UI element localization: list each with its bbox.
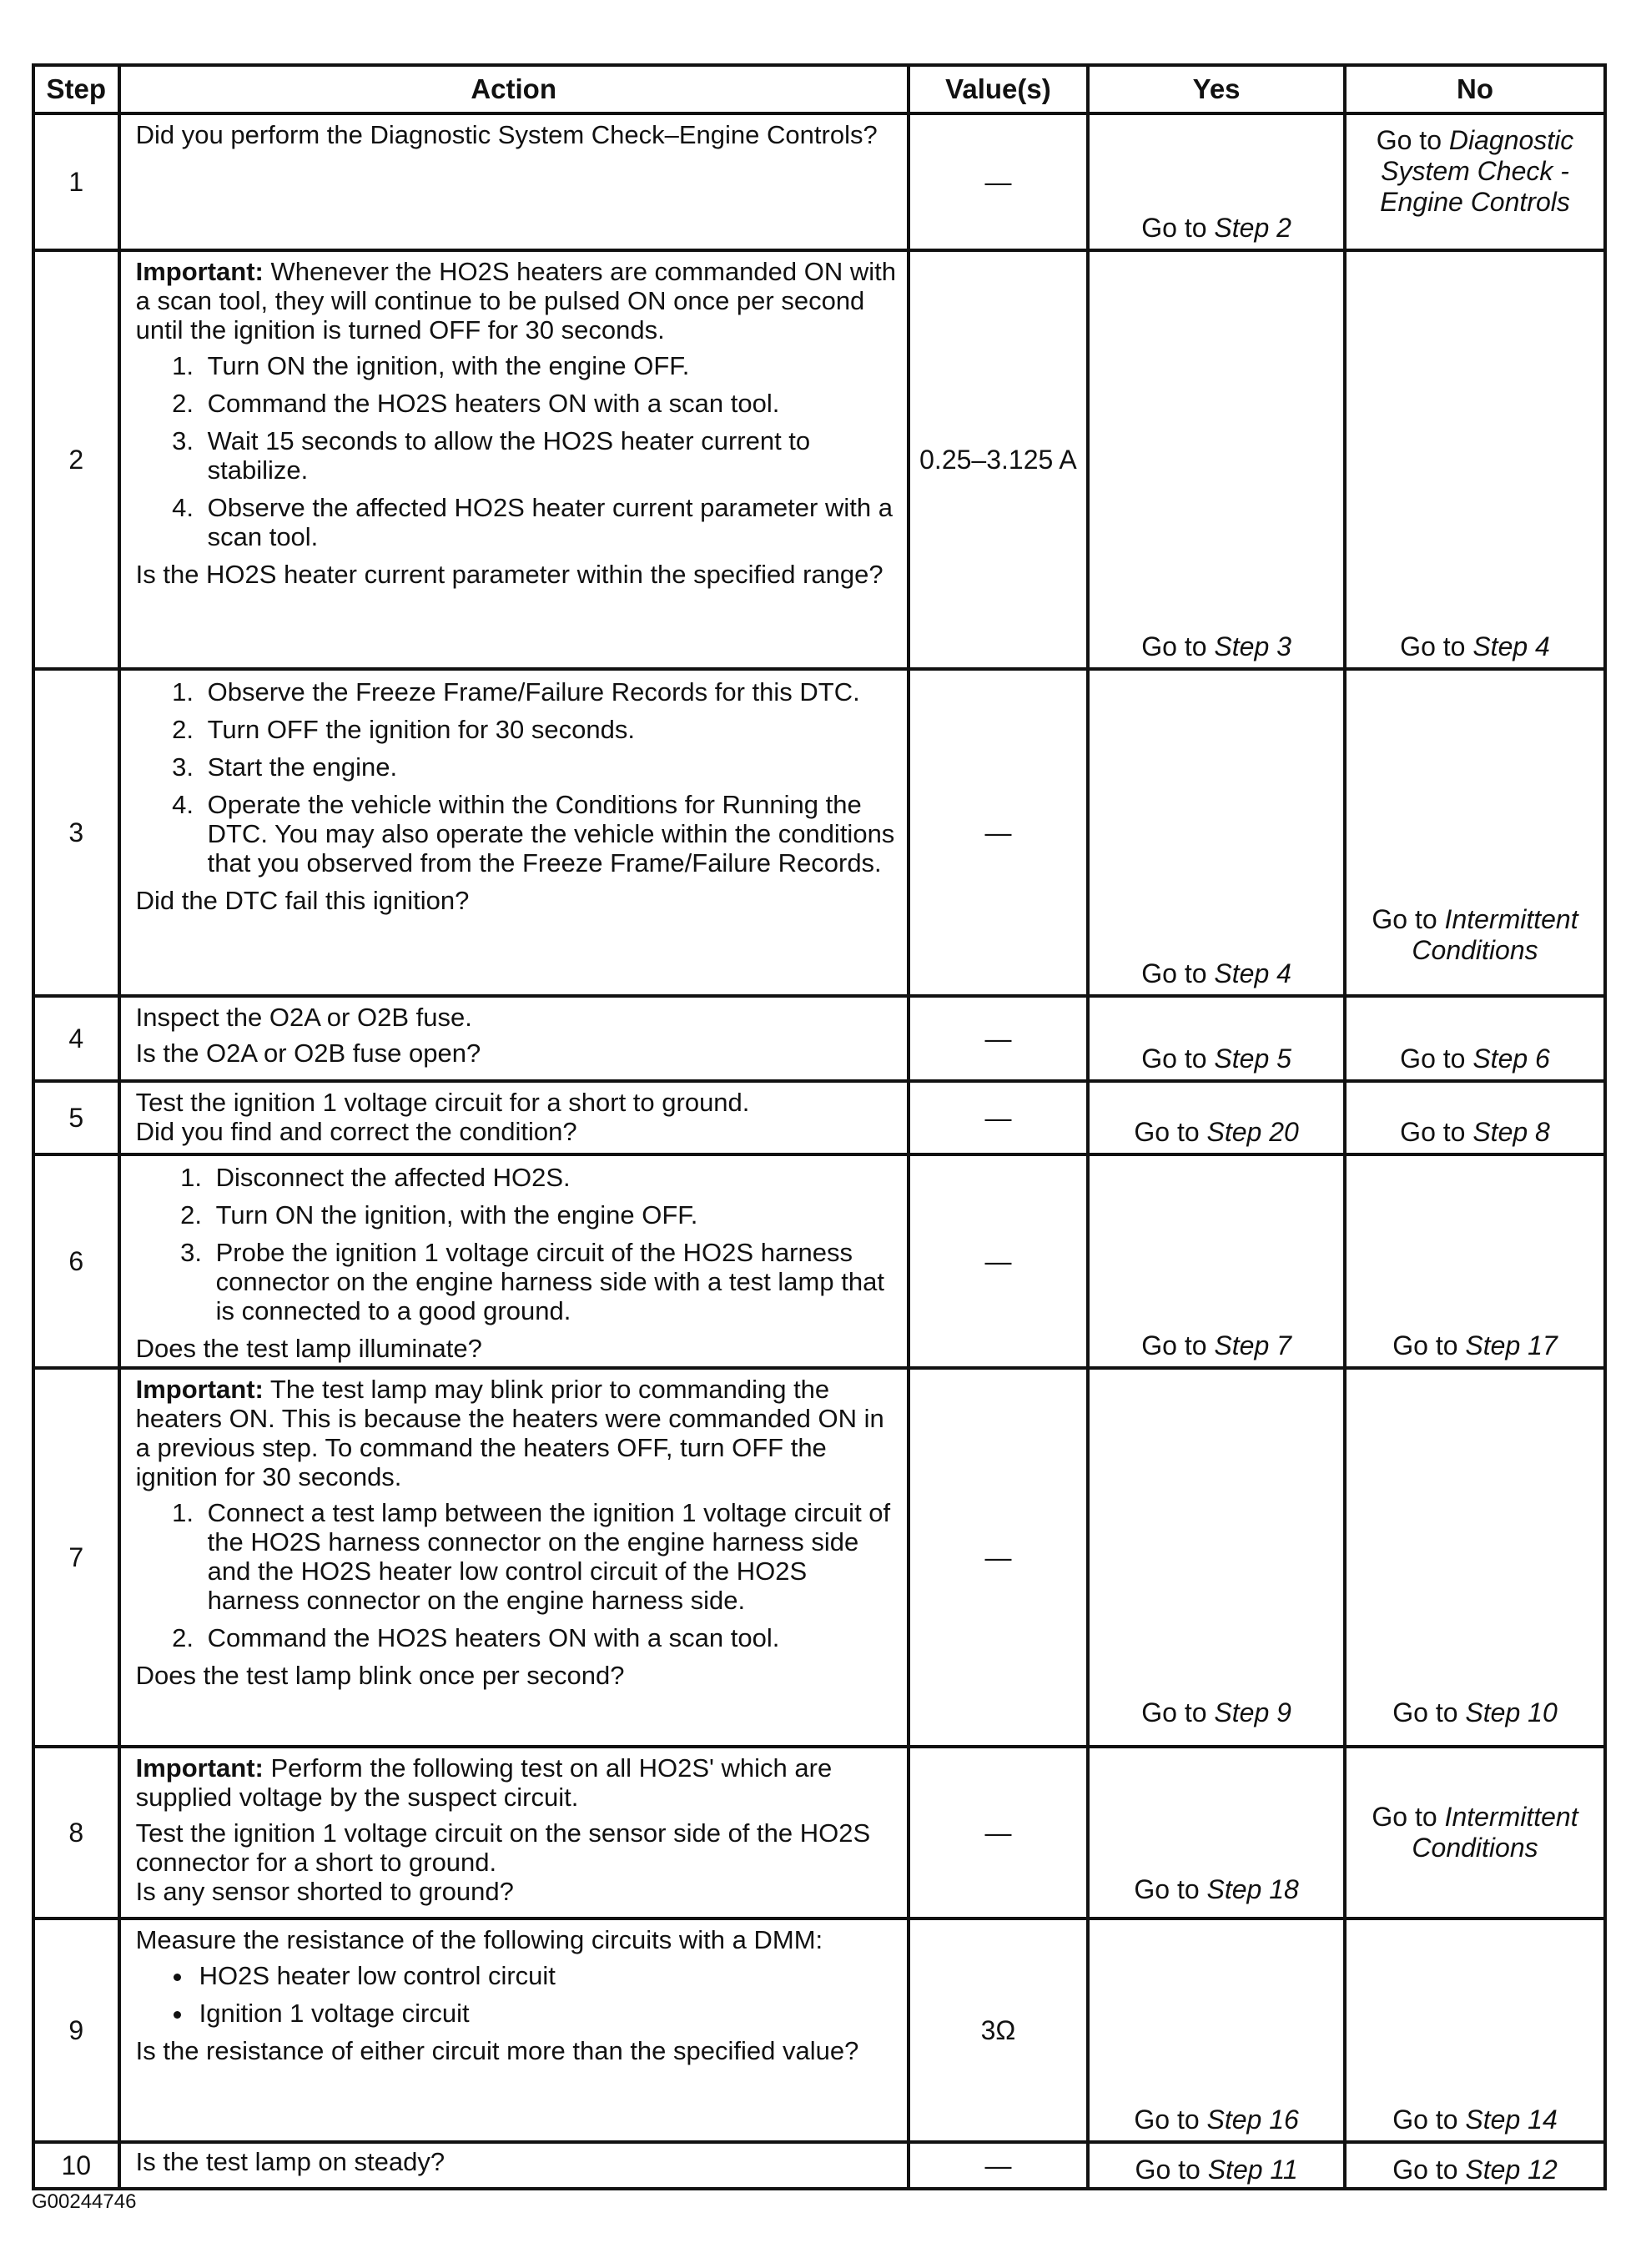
- yes-goto: Go to Step 9: [1141, 1697, 1291, 1727]
- no-cell: [1345, 1747, 1605, 1918]
- table-row: [33, 1747, 1605, 1918]
- yes-link[interactable]: Step 16: [1206, 2105, 1299, 2135]
- list-item: 3. Start the engine.: [201, 752, 900, 782]
- yes-goto: Go to Step 18: [1134, 1874, 1299, 1904]
- step-number: 4: [33, 996, 119, 1081]
- important-label: Important:: [135, 1375, 264, 1404]
- diagnostic-table: [32, 63, 1607, 2190]
- action-cell: [119, 1368, 909, 1747]
- action-question: Is any sensor shorted to ground?: [135, 1877, 514, 1906]
- list-item: 2. Turn OFF the ignition for 30 seconds.: [201, 715, 900, 744]
- action-text: Inspect the O2A or O2B fuse.: [135, 1003, 472, 1032]
- list-item: 2. Turn ON the ignition, with the engine OFF.: [209, 1200, 900, 1230]
- list-item: 3. Probe the ignition 1 voltage circuit of the HO2S harness connector on the engine harness side with a test lamp that is connected to a good ground.: [209, 1238, 900, 1325]
- step-number: 2: [33, 250, 119, 669]
- list-item: 3. Wait 15 seconds to allow the HO2S heater current to stabilize.: [201, 426, 900, 485]
- step-list: [136, 677, 900, 878]
- yes-link[interactable]: Step 2: [1214, 213, 1291, 243]
- no-cell: [1345, 1154, 1605, 1368]
- yes-goto: Go to Step 4: [1141, 958, 1291, 988]
- action-cell: [119, 1747, 909, 1918]
- step-list: [136, 351, 900, 551]
- step-number: 5: [33, 1081, 119, 1154]
- yes-link[interactable]: Step 4: [1214, 958, 1291, 988]
- action-question: Is the HO2S heater current parameter within the specified range?: [135, 560, 883, 589]
- table-row: [33, 1081, 1605, 1154]
- yes-link[interactable]: Step 11: [1207, 2155, 1298, 2185]
- no-link[interactable]: Intermittent Conditions: [1412, 1802, 1578, 1863]
- no-link[interactable]: Step 14: [1465, 2105, 1558, 2135]
- no-cell: [1345, 250, 1605, 669]
- yes-cell: [1088, 1081, 1345, 1154]
- yes-cell: [1088, 996, 1345, 1081]
- no-link[interactable]: Step 8: [1472, 1117, 1550, 1147]
- action-text: Test the ignition 1 voltage circuit on the sensor side of the HO2S connector for a short to ground.: [135, 1818, 871, 1877]
- no-goto: Go to Intermittent Conditions: [1372, 1802, 1578, 1863]
- yes-cell: [1088, 1918, 1345, 2142]
- yes-cell: [1088, 669, 1345, 996]
- list-item: 1. Disconnect the affected HO2S.: [209, 1163, 900, 1192]
- no-link[interactable]: Diagnostic System Check - Engine Controls: [1380, 125, 1574, 217]
- action-cell: [119, 1918, 909, 2142]
- table-row: [33, 1368, 1605, 1747]
- no-goto: Go to Step 12: [1392, 2155, 1558, 2185]
- no-cell: [1345, 1081, 1605, 1154]
- value-cell: —: [909, 1747, 1088, 1918]
- no-goto: Go to Step 14: [1392, 2105, 1558, 2135]
- list-item: 1. Connect a test lamp between the ignition 1 voltage circuit of the HO2S harness connector on the engine harness side and the HO2S heater low control circuit of the HO2S harness connector on the engine harness side.: [201, 1498, 900, 1615]
- yes-goto: Go to Step 11: [1135, 2155, 1298, 2185]
- important-label: Important:: [135, 257, 264, 286]
- yes-cell: [1088, 250, 1345, 669]
- action-question: Does the test lamp blink once per second?: [135, 1661, 625, 1690]
- action-text: Test the ignition 1 voltage circuit for a short to ground.: [135, 1088, 750, 1117]
- list-item: 2. Command the HO2S heaters ON with a scan tool.: [201, 1623, 900, 1652]
- yes-cell: [1088, 113, 1345, 250]
- action-question: Did the DTC fail this ignition?: [135, 886, 470, 915]
- action-text: Measure the resistance of the following circuits with a DMM:: [135, 1925, 823, 1954]
- no-cell: [1345, 669, 1605, 996]
- important-note: [136, 1753, 900, 1812]
- action-cell: [119, 2142, 909, 2189]
- header-step: Step: [33, 65, 119, 113]
- yes-goto: Go to Step 16: [1134, 2105, 1299, 2135]
- step-number: 10: [33, 2142, 119, 2189]
- yes-goto: Go to Step 20: [1134, 1117, 1299, 1147]
- important-note: [136, 1375, 900, 1491]
- no-goto: Go to Step 4: [1400, 631, 1550, 661]
- step-list: [136, 1498, 900, 1652]
- step-number: 3: [33, 669, 119, 996]
- no-goto: Go to Step 6: [1400, 1043, 1550, 1074]
- value-cell: —: [909, 669, 1088, 996]
- action-question: Is the test lamp on steady?: [135, 2147, 445, 2176]
- action-cell: [119, 1081, 909, 1154]
- important-note: [136, 257, 900, 344]
- important-text: Perform the following test on all HO2S' which are supplied voltage by the suspect circuit.: [135, 1753, 833, 1812]
- no-cell: [1345, 2142, 1605, 2189]
- important-text: The test lamp may blink prior to commanding the heaters ON. This is because the heaters were commanded ON in a previous step. To command the heaters OFF, turn OFF the ignition for 30 seconds.: [135, 1375, 884, 1491]
- no-link[interactable]: Step 12: [1465, 2155, 1558, 2185]
- header-no: No: [1345, 65, 1605, 113]
- important-text: Whenever the HO2S heaters are commanded ON with a scan tool, they will continue to be pulsed ON once per second until the ignition is turned OFF for 30 seconds.: [135, 257, 896, 344]
- list-item: • Ignition 1 voltage circuit: [194, 1999, 900, 2028]
- no-goto: Go to Step 17: [1392, 1330, 1558, 1360]
- header-action: Action: [119, 65, 909, 113]
- yes-goto: Go to Step 2: [1141, 213, 1291, 243]
- action-question: Did you find and correct the condition?: [135, 1117, 577, 1146]
- no-link[interactable]: Step 6: [1472, 1043, 1550, 1074]
- table-row: [33, 1918, 1605, 2142]
- action-text: Did you perform the Diagnostic System Check–Engine Controls?: [135, 120, 878, 149]
- table-row: [33, 2142, 1605, 2189]
- no-cell: [1345, 1368, 1605, 1747]
- yes-cell: [1088, 1368, 1345, 1747]
- list-item: 4. Observe the affected HO2S heater current parameter with a scan tool.: [201, 493, 900, 551]
- list-item: 1. Turn ON the ignition, with the engine OFF.: [201, 351, 900, 380]
- yes-cell: [1088, 1154, 1345, 1368]
- no-link[interactable]: Step 4: [1472, 631, 1550, 661]
- action-question: Is the resistance of either circuit more than the specified value?: [135, 2036, 859, 2065]
- table-row: [33, 1154, 1605, 1368]
- action-question: Is the O2A or O2B fuse open?: [135, 1038, 481, 1068]
- yes-cell: [1088, 1747, 1345, 1918]
- table-row: [33, 669, 1605, 996]
- action-cell: [119, 1154, 909, 1368]
- no-cell: [1345, 113, 1605, 250]
- table-row: [33, 250, 1605, 669]
- list-item: 4. Operate the vehicle within the Conditions for Running the DTC. You may also operate the vehicle within the conditions that you observed from the Freeze Frame/Failure Records.: [201, 790, 900, 878]
- value-cell: —: [909, 1081, 1088, 1154]
- table-row: [33, 113, 1605, 250]
- value-cell: —: [909, 113, 1088, 250]
- no-goto: Go to Step 8: [1400, 1117, 1550, 1147]
- important-label: Important:: [135, 1753, 264, 1783]
- action-cell: [119, 996, 909, 1081]
- no-goto: Go to Step 10: [1392, 1697, 1558, 1727]
- list-item: 2. Command the HO2S heaters ON with a scan tool.: [201, 389, 900, 418]
- action-cell: [119, 250, 909, 669]
- step-number: 7: [33, 1368, 119, 1747]
- yes-link[interactable]: Step 18: [1206, 1874, 1299, 1904]
- action-cell: [119, 669, 909, 996]
- yes-goto: Go to Step 5: [1141, 1043, 1291, 1074]
- no-goto: Go to Diagnostic System Check - Engine Controls: [1376, 125, 1574, 217]
- value-cell: 0.25–3.125 A: [909, 250, 1088, 669]
- no-link[interactable]: Step 10: [1465, 1697, 1558, 1727]
- step-number: 1: [33, 113, 119, 250]
- no-cell: [1345, 1918, 1605, 2142]
- no-link[interactable]: Intermittent Conditions: [1412, 904, 1578, 965]
- yes-link[interactable]: Step 7: [1214, 1330, 1291, 1360]
- value-cell: 3Ω: [909, 1918, 1088, 2142]
- table-row: [33, 996, 1605, 1081]
- action-cell: [119, 113, 909, 250]
- value-cell: —: [909, 996, 1088, 1081]
- no-cell: [1345, 996, 1605, 1081]
- no-goto: Go to Intermittent Conditions: [1372, 904, 1578, 965]
- list-item: • HO2S heater low control circuit: [194, 1961, 900, 1990]
- yes-goto: Go to Step 3: [1141, 631, 1291, 661]
- value-cell: —: [909, 1154, 1088, 1368]
- step-number: 8: [33, 1747, 119, 1918]
- step-list: [136, 1163, 900, 1325]
- step-number: 9: [33, 1918, 119, 2142]
- yes-link[interactable]: Step 9: [1214, 1697, 1291, 1727]
- action-question: Does the test lamp illuminate?: [135, 1334, 482, 1363]
- yes-link[interactable]: Step 5: [1214, 1043, 1291, 1074]
- yes-goto: Go to Step 7: [1141, 1330, 1291, 1360]
- header-values: Value(s): [909, 65, 1088, 113]
- header-row: [33, 65, 1605, 113]
- value-cell: —: [909, 2142, 1088, 2189]
- yes-link[interactable]: Step 3: [1214, 631, 1291, 661]
- list-item: 1. Observe the Freeze Frame/Failure Records for this DTC.: [201, 677, 900, 707]
- yes-cell: [1088, 2142, 1345, 2189]
- step-number: 6: [33, 1154, 119, 1368]
- value-cell: —: [909, 1368, 1088, 1747]
- yes-link[interactable]: Step 20: [1206, 1117, 1299, 1147]
- figure-code: G00244746: [32, 2190, 137, 2213]
- header-yes: Yes: [1088, 65, 1345, 113]
- bullet-list: [136, 1961, 900, 2028]
- no-link[interactable]: Step 17: [1465, 1330, 1558, 1360]
